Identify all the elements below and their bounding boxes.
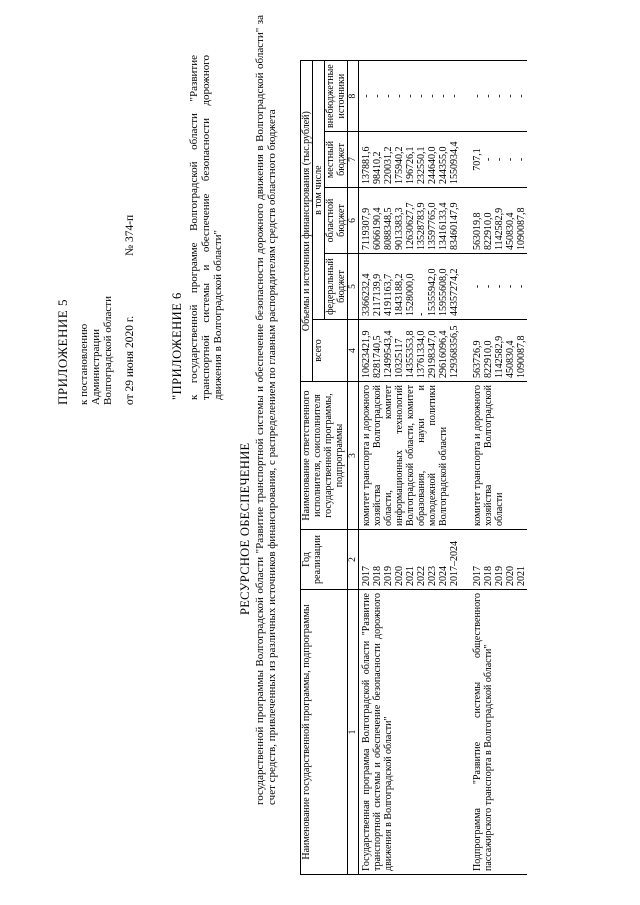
- local-cell: 244355,0: [438, 146, 449, 184]
- total-cell: 29198347,0: [427, 330, 438, 378]
- subprogram-regional-col: [460, 188, 527, 254]
- header-executor: Наименование ответственного исполнителя, соисполнителя государственной программы, подпрограммы: [301, 382, 348, 530]
- offbudget-cell: -: [405, 94, 416, 98]
- total-cell: 1090087,8: [516, 335, 527, 378]
- program-section-row: [359, 61, 461, 875]
- total-cell: 13761334,0: [416, 330, 427, 378]
- year-cell: 2024: [438, 566, 449, 586]
- regional-cell: 822910,0: [483, 212, 494, 250]
- subprogram-name: Подпрограмма "Развитие системы общественного пассажирского транспорта в Волгоградской области": [460, 590, 527, 875]
- local-cell: 137881,6: [361, 146, 372, 184]
- header-year: Год реализации: [301, 530, 348, 590]
- local-cell: -: [483, 157, 494, 162]
- resource-title: РЕСУРСНОЕ ОБЕСПЕЧЕНИЕ: [238, 442, 252, 615]
- total-cell: 822910,0: [483, 340, 494, 378]
- year-cell: 2018: [372, 566, 383, 586]
- regional-cell: 13528783,9: [416, 202, 427, 250]
- decree-line: к постановлению: [78, 323, 90, 405]
- year-cell: 2017: [472, 566, 483, 586]
- appendix6-title: "ПРИЛОЖЕНИЕ 6: [170, 292, 184, 400]
- regional-cell: 1142582,9: [494, 207, 505, 250]
- col-number: 2: [348, 530, 359, 590]
- local-cell: 707,1: [472, 148, 483, 171]
- appendix5-decree: [78, 296, 114, 405]
- total-cell: 450830,4: [505, 340, 516, 378]
- header-total: всего: [313, 320, 348, 382]
- regional-cell: 7119307,9: [361, 207, 372, 250]
- col-number: 8: [348, 61, 359, 132]
- regional-cell: 13597765,0: [427, 202, 438, 250]
- year-cell: 2017: [361, 566, 372, 586]
- program-name: Государственная программа Волгоградской области "Развитие транспортной системы и обеспечение безопасности дорожного движения в Волгоградской области": [359, 590, 461, 875]
- federal-cell: -: [516, 284, 527, 289]
- regional-cell: 8088348,5: [383, 207, 394, 250]
- offbudget-cell: -: [361, 94, 372, 98]
- regional-cell: 12630627,7: [405, 202, 416, 250]
- total-cell: 12499543,4: [383, 330, 394, 378]
- header-local: местный бюджет: [325, 132, 348, 188]
- local-cell: 232550,1: [416, 146, 427, 184]
- offbudget-cell: -: [372, 94, 383, 98]
- resource-table: [300, 60, 527, 875]
- offbudget-cell: -: [472, 94, 483, 98]
- offbudget-cell: -: [438, 94, 449, 98]
- regional-cell: 13416133,4: [438, 202, 449, 250]
- header-including: в том числе: [313, 61, 325, 320]
- offbudget-cell: -: [494, 94, 505, 98]
- local-cell: 220031,2: [383, 146, 394, 184]
- federal-cell: 1843188,2: [394, 273, 405, 316]
- total-cell: 1142582,9: [494, 335, 505, 378]
- decree-date-line: [124, 215, 136, 405]
- col-number: 6: [348, 188, 359, 254]
- federal-cell: -: [505, 284, 516, 289]
- program-executor: комитет транспорта и дорожного хозяйства Волгоградской области, комитет информационных технологий Волгоградской области, комитет образования, науки и молодежной политики Волгоградской области: [359, 382, 461, 530]
- header-regional: областной бюджет: [325, 188, 348, 254]
- resource-desc: государственной программы Волгоградской области "Развитие транспортной системы и обеспечение безопасности дорожного движения в Волгоградской области" за счет средств, привлеченных из различных источников финансирования, с распределением по главным распорядителям средств областного бюджета: [254, 15, 278, 805]
- offbudget-cell: -: [505, 94, 516, 98]
- federal-cell: 2117139,9: [372, 273, 383, 316]
- total-cell: 29616096,4: [438, 330, 449, 378]
- subprogram-years: [460, 530, 527, 590]
- year-cell: 2020: [394, 566, 405, 586]
- offbudget-cell: -: [516, 94, 527, 98]
- year-cell: 2022: [416, 566, 427, 586]
- header-federal: федеральный бюджет: [325, 254, 348, 320]
- decree-line: Волгоградской области: [102, 296, 114, 405]
- regional-cell: 563019,8: [472, 212, 483, 250]
- regional-cell: 83460147,9: [449, 202, 460, 250]
- total-cell: 129368356,5: [449, 325, 460, 378]
- year-cell: 2021: [516, 566, 527, 586]
- col-number: 4: [348, 320, 359, 382]
- regional-cell: 1090087,8: [516, 207, 527, 250]
- year-cell: 2018: [483, 566, 494, 586]
- offbudget-cell: -: [483, 94, 494, 98]
- local-cell: -: [505, 157, 516, 162]
- program-years: [359, 530, 461, 590]
- federal-cell: -: [416, 312, 427, 316]
- total-cell: 10325117: [394, 338, 405, 378]
- local-cell: 244640,0: [427, 146, 438, 184]
- offbudget-cell: -: [427, 94, 438, 98]
- offbudget-cell: -: [449, 94, 460, 98]
- local-cell: 1550934,4: [449, 141, 460, 184]
- subprogram-offbudget-col: [460, 61, 527, 132]
- total-cell: 8281740,5: [372, 335, 383, 378]
- year-cell: 2019: [494, 566, 505, 586]
- federal-cell: -: [494, 284, 505, 289]
- program-regional-col: [359, 188, 461, 254]
- appendix6-desc: к государственной программе Волгоградской области "Развитие транспортной системы и обеспечение безопасности дорожного движения в Волгоградской области": [188, 55, 224, 400]
- federal-cell: -: [472, 284, 483, 289]
- header-offbudget: внебюджетные источники: [325, 61, 348, 132]
- year-cell: 2019: [383, 566, 394, 586]
- total-cell: 14355353,8: [405, 330, 416, 378]
- offbudget-cell: -: [416, 94, 427, 98]
- year-cell: 2023: [427, 566, 438, 586]
- subprogram-federal-col: [460, 254, 527, 320]
- offbudget-cell: -: [383, 94, 394, 98]
- header-volumes: Объемы и источники финансирования (тыс.рублей): [301, 61, 313, 382]
- federal-cell: -: [483, 284, 494, 289]
- year-cell: 2020: [505, 566, 516, 586]
- federal-cell: 1528000,0: [405, 273, 416, 316]
- local-cell: 98410,2: [372, 151, 383, 184]
- regional-cell: 450830,4: [505, 212, 516, 250]
- decree-date: от 29 июня 2020 г.: [124, 315, 136, 405]
- subprogram-local-col: [460, 132, 527, 188]
- program-offbudget-col: [359, 61, 461, 132]
- program-federal-col: [359, 254, 461, 320]
- federal-cell: 15355942,0: [427, 268, 438, 316]
- local-cell: 175940,2: [394, 146, 405, 184]
- subprogram-total-col: [460, 320, 527, 382]
- offbudget-cell: -: [394, 94, 405, 98]
- federal-cell: 3366232,4: [361, 273, 372, 316]
- col-number: 5: [348, 254, 359, 320]
- decree-line: Администрации: [90, 328, 102, 405]
- header-name: Наименование государственной программы, подпрограммы: [301, 590, 348, 875]
- regional-cell: 6066190,4: [372, 207, 383, 250]
- column-number-row: [348, 61, 359, 875]
- local-cell: -: [494, 157, 505, 162]
- federal-cell: 15955608,0: [438, 268, 449, 316]
- col-number: 7: [348, 132, 359, 188]
- subprogram-section-row: [460, 61, 527, 875]
- header-row: [301, 61, 313, 875]
- regional-cell: 9013383,3: [394, 207, 405, 250]
- local-cell: 196726,1: [405, 146, 416, 184]
- federal-cell: 4191163,7: [383, 273, 394, 316]
- total-cell: 563726,9: [472, 340, 483, 378]
- federal-cell: 44357274,2: [449, 268, 460, 316]
- col-number: 3: [348, 382, 359, 530]
- local-cell: -: [516, 157, 527, 162]
- total-cell: 10623421,9: [361, 330, 372, 378]
- year-cell: 2017–2024: [449, 541, 460, 586]
- program-total-col: [359, 320, 461, 382]
- year-cell: 2021: [405, 566, 416, 586]
- decree-number: № 374-п: [124, 214, 136, 256]
- appendix5-title: ПРИЛОЖЕНИЕ 5: [55, 299, 70, 405]
- program-local-col: [359, 132, 461, 188]
- subprogram-executor: комитет транспорта и дорожного хозяйства Волгоградской области: [460, 382, 527, 530]
- col-number: 1: [348, 590, 359, 875]
